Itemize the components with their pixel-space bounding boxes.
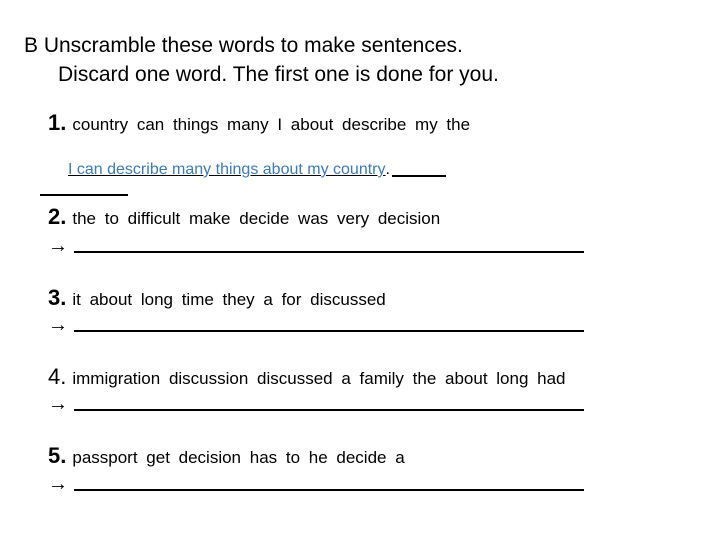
exercise-item-1 — [48, 110, 470, 136]
example-answer — [68, 161, 446, 179]
scrambled-words: country can things many I about describe my the — [72, 115, 471, 134]
answer-underline-tail — [392, 175, 446, 177]
arrow-icon: → — [48, 473, 68, 495]
answer-text: I can describe many things about my country — [68, 161, 386, 178]
answer-period: . — [385, 161, 390, 178]
exercise-item-3 — [48, 285, 386, 311]
arrow-icon: → — [48, 235, 68, 257]
scrambled-words: the to difficult make decide was very decision — [72, 209, 441, 228]
scrambled-words: immigration discussion discussed a family the about long had — [72, 369, 566, 388]
arrow-icon: → — [48, 314, 68, 336]
exercise-item-5 — [48, 443, 405, 469]
scrambled-words: it about long time they a for discussed — [72, 290, 386, 309]
arrow-icon: → — [48, 393, 68, 415]
answer-line-4 — [48, 394, 584, 414]
answer-blank[interactable] — [74, 251, 584, 253]
item-number: 1. — [48, 110, 67, 135]
item-number: 4. — [48, 364, 67, 389]
answer-line-2 — [48, 236, 584, 256]
answer-line-3 — [48, 315, 584, 335]
answer-underline-wrap — [40, 194, 128, 196]
item-number: 2. — [48, 204, 67, 229]
instruction-line-1: B Unscramble these words to make sentences. — [24, 34, 463, 57]
exercise-item-2 — [48, 204, 440, 230]
exercise-item-4 — [48, 364, 566, 390]
item-number: 5. — [48, 443, 67, 468]
item-number: 3. — [48, 285, 67, 310]
instruction-line-2: Discard one word. The first one is done for you. — [58, 63, 499, 86]
answer-blank[interactable] — [74, 409, 584, 411]
answer-line-5 — [48, 474, 584, 494]
answer-blank[interactable] — [74, 489, 584, 491]
answer-blank[interactable] — [74, 330, 584, 332]
scrambled-words: passport get decision has to he decide a — [72, 448, 405, 467]
